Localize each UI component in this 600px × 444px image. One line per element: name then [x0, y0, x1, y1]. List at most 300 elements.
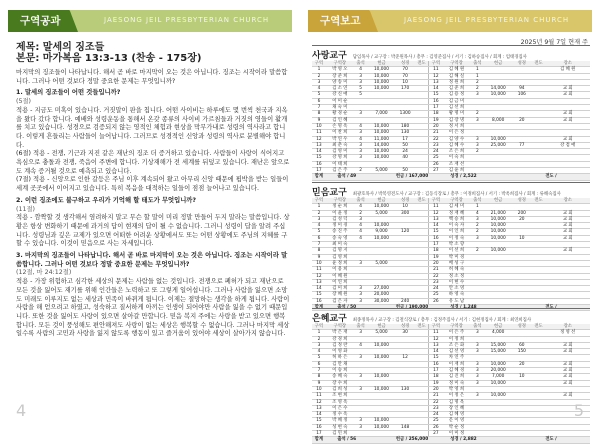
table-cell: 조 현 희 [326, 393, 354, 399]
table-cell: 60 [512, 342, 531, 348]
table-cell: 3 [354, 260, 368, 266]
table-cell: 이 용 희 [326, 267, 354, 273]
table-cell: 성 현 숙 [326, 424, 354, 430]
table-cell: 12 [312, 273, 326, 279]
table-cell: 차 연 주 [443, 355, 471, 361]
table-cell: 3 [470, 92, 484, 98]
column-header: 헌금 [484, 198, 512, 204]
table-cell: 3 [312, 79, 326, 85]
column-header: 성경 [395, 324, 414, 330]
section-paragraph: 적용 - 깜짝할 것 생각해서 염려하지 말고 무슨 할 말이 미리 정말 만들어 두지 말라는 말씀입니다. 상황은 항상 변화하기 때문에 과거의 답이 현재의 답이 될 수 없습니다. 그러니 성령이 답을 알려 주십니다. 성령님과 깊은 교제가 있으면 어떠한 어려운 상황에서도 또는 어떤 상황에도 주님의 지혜를 구할 수 있습니다. 이것이 믿음으로 사는 자세입니다. [16, 214, 290, 248]
table-cell: 3 [354, 298, 368, 304]
table-cell: 3 [312, 216, 326, 222]
table-cell: 교 회 [545, 136, 590, 142]
table-cell: 김 혜 원 [545, 67, 590, 73]
table-cell: 김 영 미 [326, 149, 354, 155]
table-cell: 김 선 희 [443, 105, 471, 111]
table-cell: 교 회 [545, 342, 590, 348]
column-header: 구역 [429, 324, 443, 330]
table-cell: 10 [512, 235, 531, 241]
total-cell: 헌금 / 256,000 [395, 437, 429, 443]
total-cell: 출석 / 50 [326, 305, 368, 311]
table-cell: 윤 정 희 [326, 260, 354, 266]
column-header: 출석 [354, 198, 368, 204]
table-cell: 15,000 [484, 349, 512, 355]
table-cell: 이 연 희 [326, 279, 354, 285]
table-cell: 10,000 [484, 248, 512, 254]
table-cell: 11 [312, 393, 326, 399]
table-cell: 20 [512, 216, 531, 222]
table-cell: 3 [354, 424, 368, 430]
table-cell: 김 만 채 [326, 361, 354, 367]
table-cell: 이 태 희 [326, 161, 354, 167]
table-cell: 강 명 희 [326, 155, 354, 161]
table-cell: 이 찬 희 [326, 130, 354, 136]
table-cell: 20 [512, 117, 531, 123]
table-cell: 3 [470, 361, 484, 367]
table-cell: 3 [470, 216, 484, 222]
report-date: 2025년 9월 7일 현재 주 [520, 39, 588, 46]
table-cell: 13 [429, 216, 443, 222]
district-staff: 담임목사 / 교구장 : 박준원목사 / 총무 : 김영준집사 / 서기 : 김하승집사 / 회계 : 엄태경집사 [352, 55, 527, 60]
section-paragraph: 적용 - 가장 위험하고 심각한 세상의 문제는 사람들 없는 것입니다. 전쟁으로 폐허가 되고 재난으로 모든 것을 잃어도 재기를 위해 인간들은 노력하고 또 그렇게 일어섭니다. 그러나 사람을 잃으면 소망도 미래도 이루지도 없는 세상과 민족이 바뀌게 됩니다. 이제는 절망하는 생각을 하게 됩니다. 사람이 사람을 해 얻으려고 하였고, 성숙하고 질서하게 아끼는 인생이 되어야만 사람을 잃을 수 없기 때문입니다. 또한 것을 잃어도 사랑이 있으면 살아갈 만합니다. 믿음 복지 주에는 사랑을 받고 있으면 행복합니다. 모든 것이 풍성해도 편안해져도 사랑이 없는 세상은 행복할 수 없습니다. 그러나 마지막 세상일수록 사람의 고민과 사랑을 잃지 않도록 행동이 있고 즐거움이 있어야 세상이 살아가지 않습니다. [16, 278, 290, 338]
total-cell [484, 174, 512, 180]
table-cell: 이 미 정 [443, 431, 471, 437]
table-cell: 김 정 란 [326, 342, 354, 348]
table-cell: 24 [429, 286, 443, 292]
column-header: 성경 [512, 324, 531, 330]
table-cell: 10,000 [368, 130, 396, 136]
table-cell: 24 [429, 149, 443, 155]
table-cell: 4 [354, 229, 368, 235]
table-cell: 25 [429, 418, 443, 424]
section-heading: 2. 이런 징조에도 불구하고 우리가 기억해 할 태도가 무엇입니까? [16, 196, 197, 204]
column-header: 헌금 [368, 61, 396, 67]
column-header: 전도 [532, 324, 546, 330]
table-cell: 21 [429, 130, 443, 136]
table-cell: 10 [312, 260, 326, 266]
table-cell: 8 [312, 374, 326, 380]
district-title: 믿음교구 [312, 188, 347, 198]
table-cell: 14 [429, 349, 443, 355]
left-banner-title: 구역공과 [20, 15, 61, 27]
total-cell: 헌금 / 167,000 [395, 174, 429, 180]
table-cell: 3 [354, 142, 368, 148]
column-header: 헌금 [368, 198, 396, 204]
table-cell: 11,000 [368, 136, 396, 142]
table-cell: 15 [429, 229, 443, 235]
total-row [312, 174, 590, 180]
section-paragraph: (7절) 적용 - 신앙으로 인한 갈등은 주님 이후 계속되어 왔고 아무리 신앙 때문에 핍박을 받는 일들이 세계 곳곳에서 이어지고 있습니다. 특히 복음을 대적하는 일들이 점점 늘어나고 있습니다. [16, 176, 289, 193]
table-cell: 11 [429, 67, 443, 73]
table-cell: 3 [470, 117, 484, 123]
table-cell: 14 [312, 286, 326, 292]
column-header: 전도 [532, 61, 546, 67]
total-cell: 합계 [312, 437, 326, 443]
table-cell: 교 회 [545, 380, 590, 386]
column-header: 구역장 [443, 198, 471, 204]
table-cell: 20 [429, 123, 443, 129]
table-cell: 10,000 [484, 92, 512, 98]
district-header [312, 45, 590, 61]
table-cell: 4 [312, 86, 326, 92]
table-cell: 장 인 혜 [443, 405, 471, 411]
table-cell: 4 [354, 342, 368, 348]
table-cell: 4 [312, 223, 326, 229]
table-cell: 24 [395, 149, 414, 155]
table-cell: 10,000 [484, 229, 512, 235]
table-cell: 이 숙 자 [443, 223, 471, 229]
table-cell: 교 회 [545, 393, 590, 399]
column-header: 출석 [354, 324, 368, 330]
district-block [312, 308, 590, 444]
table-cell: 3 [354, 149, 368, 155]
table-cell: 3 [354, 79, 368, 85]
table-cell: 20,000 [368, 292, 396, 298]
table-cell: 20 [512, 361, 531, 367]
table-cell: 10,000 [484, 380, 512, 386]
table-cell: 19 [429, 254, 443, 260]
table-cell: 13 [429, 79, 443, 85]
table-cell: 7,000 [484, 374, 512, 380]
table-cell: 15 [312, 155, 326, 161]
table-cell: 4 [354, 223, 368, 229]
table-cell: 300 [395, 210, 414, 216]
column-header: 구역 [312, 198, 326, 204]
table-cell: 11 [429, 330, 443, 336]
table-cell: 김 용 정 [443, 92, 471, 98]
table-cell: 10,000 [368, 355, 396, 361]
table-cell: 15 [312, 418, 326, 424]
table-cell: 이 정 숙 [443, 235, 471, 241]
table-cell: 7,000 [368, 111, 396, 117]
table-cell: 김 은 주 [326, 168, 354, 174]
table-cell: 3 [354, 216, 368, 222]
section-paragraph: (6절) 적용 - 전쟁, 기근과 지진 같은 재난의 징조 더 증거하고 있습니다. 사람들이 사랑이 식어지고 욕심으로 충돌과 전쟁, 죽음이 주변에 합니다. 기상재해가 전 세계를 뒤덮고 있습니다. 재난은 앞으로도 계속 증거될 것으로 예측되고 있습니다. [16, 150, 290, 175]
table-cell: 3 [354, 374, 368, 380]
table-cell: 김 명 지 [326, 248, 354, 254]
table-cell: 10 [395, 204, 414, 210]
table-cell: 10,000 [368, 374, 396, 380]
table-cell: 40 [395, 155, 414, 161]
total-cell [429, 174, 443, 180]
table-cell: 배 성 구 [443, 260, 471, 266]
table-cell: 12 [429, 336, 443, 342]
table-cell: 정 서 희 [443, 123, 471, 129]
table-cell: 13 [429, 342, 443, 348]
table-cell: 교 회 [545, 92, 590, 98]
table-cell: 3 [470, 330, 484, 336]
table-cell: 김 영 희 [326, 254, 354, 260]
table-cell: 27 [429, 431, 443, 437]
table-cell: 16 [312, 298, 326, 304]
column-header: 전도 [415, 198, 429, 204]
table-cell: 12 [312, 399, 326, 405]
column-header: 헌금 [484, 61, 512, 67]
table-cell: 이 은 수 [326, 405, 354, 411]
table-cell: 3 [470, 342, 484, 348]
district-block [312, 182, 590, 311]
table-cell: 이 윤 정 [326, 210, 354, 216]
section-heading: 1. 말세의 징조들이 어떤 것들입니까? [16, 89, 121, 97]
table-cell: 3 [470, 136, 484, 142]
table-cell: 김 세 미 [443, 204, 471, 210]
table-cell: 양 송 미 [326, 79, 354, 85]
table-cell: 이 인 희 [443, 229, 471, 235]
column-header: 전도 [415, 324, 429, 330]
table-cell: 17 [395, 136, 414, 142]
table-cell: 김 장 명 [443, 117, 471, 123]
table-cell: 김 선 영 [443, 349, 471, 355]
table-cell: 10,000 [368, 424, 396, 430]
table-cell: 8 [312, 248, 326, 254]
table-cell: 17 [429, 368, 443, 374]
section-reference: (5절) [16, 98, 32, 106]
table-cell: 6 [312, 361, 326, 367]
table-cell: 17 [429, 105, 443, 111]
table-cell: 23 [429, 279, 443, 285]
total-cell [368, 174, 396, 180]
table-cell: 3 [470, 374, 484, 380]
table-cell: 3 [354, 418, 368, 424]
table-cell: 강 점 애 [545, 142, 590, 148]
table-cell: 5 [354, 92, 368, 98]
column-header: 구역장 [326, 324, 354, 330]
table-cell: 박 은 재 [326, 330, 354, 336]
table-cell: 12 [429, 73, 443, 79]
table-cell: 14,000 [368, 142, 396, 148]
table-cell: 교 회 [545, 86, 590, 92]
table-cell: 3 [470, 368, 484, 374]
table-cell: 14,000 [484, 86, 512, 92]
table-cell: 16 [312, 424, 326, 430]
table-cell: 3 [470, 142, 484, 148]
right-page [300, 0, 600, 443]
table-cell: 10,000 [484, 223, 512, 229]
table-cell: 2 [470, 229, 484, 235]
table-cell: 유 도 남 [443, 298, 471, 304]
table-cell: 16 [429, 98, 443, 104]
column-header: 구역 [312, 61, 326, 67]
table-cell: 7 [312, 105, 326, 111]
table-cell: 교 회 [545, 349, 590, 355]
table-cell: 박 혜 정 [326, 418, 354, 424]
table-cell: 12 [395, 355, 414, 361]
column-header: 성경 [512, 198, 531, 204]
table-cell: 황 경 순 [326, 111, 354, 117]
table-cell: 13 [312, 279, 326, 285]
table-cell: 16 [312, 161, 326, 167]
total-cell [429, 437, 443, 443]
total-cell: 출석 / 56 [326, 437, 368, 443]
total-cell: 성경 / 1,248 [443, 305, 485, 311]
column-header: 성경 [512, 61, 531, 67]
table-cell: 김 은 자 [326, 298, 354, 304]
table-cell: 조 은 화 [443, 342, 471, 348]
table-cell: 10,000 [368, 67, 396, 73]
column-header: 출석 [354, 61, 368, 67]
table-cell: 조 재 선 [443, 161, 471, 167]
table-cell: 20 [429, 260, 443, 266]
table-cell: 5 [312, 92, 326, 98]
district-staff: 최종정목사 / 교구장 : 김철식장로 / 총무 : 김정주집사 / 서기 : 김현정집사 / 회계 : 최연희집사 [352, 318, 532, 323]
table-cell: 김 혜 경 [443, 368, 471, 374]
table-cell: 김 혜 수 [443, 142, 471, 148]
table-cell: 7 [312, 368, 326, 374]
table-cell: 교 회 [545, 111, 590, 117]
table-cell: 장 혜 원 [326, 292, 354, 298]
table-cell: 2 [312, 73, 326, 79]
table-cell: 3 [354, 292, 368, 298]
table-cell: 17 [312, 431, 326, 437]
table-cell: 정 영 선 [545, 330, 590, 336]
table-cell: 10,000 [368, 149, 396, 155]
table-cell: 김 준 희 [443, 86, 471, 92]
table-cell: 3 [354, 286, 368, 292]
district-table [312, 324, 590, 444]
table-cell: 130 [395, 386, 414, 392]
district-title: 사랑교구 [312, 51, 347, 61]
column-header: 헌금 [368, 324, 396, 330]
table-cell: 교 회 [545, 235, 590, 241]
table-cell: 26 [429, 424, 443, 430]
table-cell: 30 [395, 330, 414, 336]
table-cell: 10,000 [484, 361, 512, 367]
table-cell: 박 순 정 [443, 424, 471, 430]
total-cell: 전도 / [512, 174, 590, 180]
table-cell: 이 선 희 [443, 248, 471, 254]
table-cell: 24 [429, 412, 443, 418]
district-title: 은혜교구 [312, 314, 347, 324]
total-cell: 헌금 / 190,000 [395, 305, 429, 311]
table-cell: 김 희 성 [326, 386, 354, 392]
table-cell: 22 [429, 136, 443, 142]
table-cell: 5,000 [368, 330, 396, 336]
district-header [312, 308, 590, 324]
table-cell: 5,000 [368, 210, 396, 216]
district-block [312, 45, 590, 181]
column-header: 구역장 [443, 324, 471, 330]
table-cell: 10 [312, 123, 326, 129]
table-cell: 10 [312, 386, 326, 392]
table-cell: 조 은 희 [443, 149, 471, 155]
column-header: 전도 [415, 61, 429, 67]
table-cell: 김 미 희 [326, 286, 354, 292]
table-cell: 4 [354, 204, 368, 210]
table-cell: 70 [395, 73, 414, 79]
table-cell: 이 영 화 [326, 349, 354, 355]
table-cell: 2 [470, 223, 484, 229]
table-cell: 김 해 실 [443, 73, 471, 79]
table-cell: 180 [395, 123, 414, 129]
table-cell: 15 [429, 92, 443, 98]
table-cell: 강 경 희 [326, 336, 354, 342]
table-cell: 14 [312, 149, 326, 155]
table-cell: 19 [429, 380, 443, 386]
table-cell: 박 연 우 [326, 136, 354, 142]
table-cell: 70 [395, 67, 414, 73]
table-cell: 송 숙 영 [326, 235, 354, 241]
table-cell: 3 [470, 235, 484, 241]
table-cell: 23 [429, 405, 443, 411]
total-cell [484, 437, 512, 443]
table-cell: 박 영 오 [326, 67, 354, 73]
total-cell: 출석 / 49 [326, 174, 368, 180]
table-cell: 정 원 희 [443, 79, 471, 85]
table-cell: 1 [470, 73, 484, 79]
table-cell: 백 승 희 [443, 216, 471, 222]
table-cell: 1 [470, 67, 484, 73]
table-cell: 이 혜 원 [326, 273, 354, 279]
table-cell: 송 진 주 [326, 229, 354, 235]
table-cell: 14 [429, 86, 443, 92]
table-cell: 교 회 [545, 229, 590, 235]
page-number: 4 [16, 401, 27, 420]
table-cell: 2 [470, 149, 484, 155]
table-cell: 김 인 혜 [326, 117, 354, 123]
table-cell: 4 [312, 349, 326, 355]
table-cell: 김 양 수 [443, 136, 471, 142]
table-cell: 문 이 영 [443, 418, 471, 424]
table-cell: 박 미 경 [443, 254, 471, 260]
table-cell: 170 [395, 86, 414, 92]
table-cell: 50 [395, 168, 414, 174]
table-cell: 김 소 연 [326, 86, 354, 92]
table-cell: 김 성 덕 [326, 216, 354, 222]
table-cell: 10,000 [368, 79, 396, 85]
table-cell: 6 [312, 98, 326, 104]
column-header: 출석 [470, 61, 484, 67]
table-cell: 21,000 [484, 210, 512, 216]
table-cell: 4 [470, 210, 484, 216]
table-cell: 22 [429, 273, 443, 279]
table-cell: 10,000 [484, 136, 512, 142]
table-cell: 10,000 [368, 235, 396, 241]
table-cell: 5 [354, 86, 368, 92]
table-cell: 13 [312, 142, 326, 148]
table-cell: 10,000 [368, 386, 396, 392]
column-header: 구역 [429, 198, 443, 204]
table-cell: 25,000 [484, 142, 512, 148]
table-cell: 교 회 [545, 210, 590, 216]
table-cell: 교 회 [545, 223, 590, 229]
column-header: 성경 [395, 61, 414, 67]
table-cell: 1 [312, 67, 326, 73]
table-cell: 10 [395, 79, 414, 85]
table-cell: 120 [395, 229, 414, 235]
table-cell: 15,000 [484, 342, 512, 348]
page-number: 5 [573, 401, 584, 420]
table-cell: 채 숙 미 [326, 105, 354, 111]
table-cell: 송 혜 숙 [326, 374, 354, 380]
table-cell: 교 회 [545, 117, 590, 123]
table-cell: 3 [354, 155, 368, 161]
table-cell: 장 준 희 [326, 73, 354, 79]
table-cell: 김 윤 희 [443, 168, 471, 174]
table-cell: 2 [470, 248, 484, 254]
table-cell: 이 은 주 [443, 330, 471, 336]
table-cell: 23 [429, 142, 443, 148]
table-cell: 이 재 희 [443, 361, 471, 367]
district-staff: 최광호목사 / 박복영전도사 / 교구장 : 김동식장로 / 총무 : 이정희집사 / 서기 : 박옥희집사 / 회계 : 류해숙집사 [352, 192, 561, 197]
total-cell [368, 437, 396, 443]
table-cell: 5 [312, 355, 326, 361]
total-cell: 성경 / 2,882 [443, 437, 485, 443]
sermon-scripture: 본문: 마가복음 13:3-13 (찬송 - 175장) [16, 53, 202, 64]
table-cell: 4 [354, 235, 368, 241]
table-cell: 18 [429, 111, 443, 117]
table-cell: 9,000 [368, 229, 396, 235]
